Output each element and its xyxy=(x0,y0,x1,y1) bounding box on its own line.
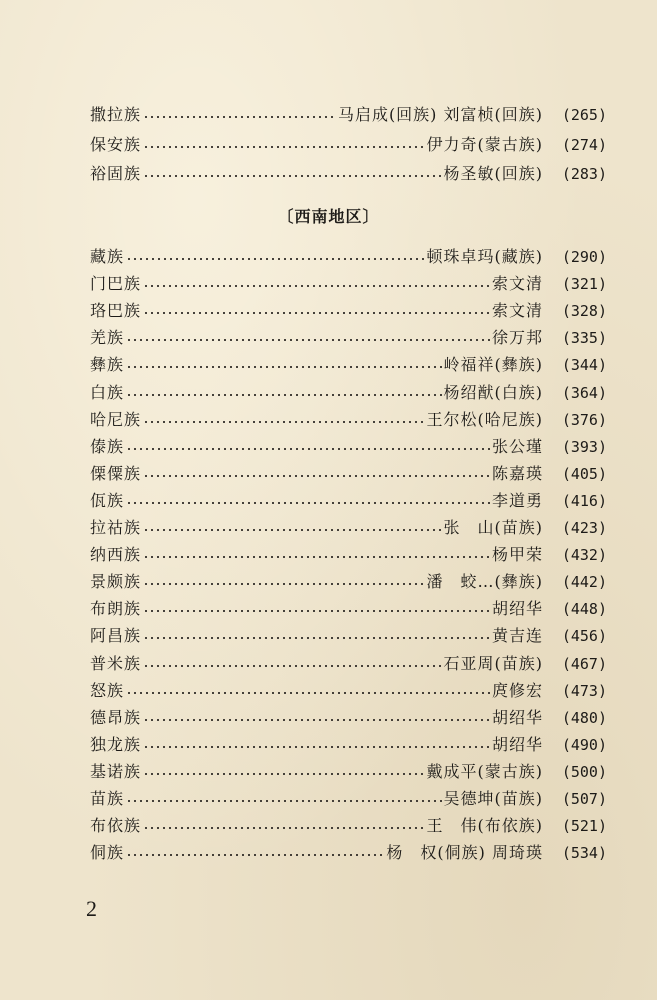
toc-entry xyxy=(90,814,607,838)
page-number: (467) xyxy=(561,655,607,673)
page-number: (405) xyxy=(561,465,607,483)
ethnic-group-name: 苗族 xyxy=(90,789,125,808)
author-name: 杨圣敏(回族) xyxy=(443,164,543,183)
toc-entry xyxy=(90,435,607,459)
dot-leader xyxy=(143,827,424,829)
dot-leader xyxy=(143,475,490,477)
page-number: (521) xyxy=(561,817,607,835)
author-name: 胡绍华 xyxy=(491,708,543,727)
toc-entry xyxy=(90,245,607,269)
ethnic-group-name: 德昂族 xyxy=(90,708,142,727)
ethnic-group-name: 彝族 xyxy=(90,355,125,374)
ethnic-group-name: 阿昌族 xyxy=(90,626,142,645)
dot-leader xyxy=(126,258,424,260)
dot-leader xyxy=(126,502,490,504)
page-number: (290) xyxy=(561,248,607,266)
page-number: (321) xyxy=(561,275,607,293)
page-number: (376) xyxy=(561,411,607,429)
dot-leader xyxy=(143,146,424,148)
author-name: 戴成平(蒙古族) xyxy=(426,762,543,781)
ethnic-group-name: 傣族 xyxy=(90,437,125,456)
page-number: (274) xyxy=(561,136,607,154)
author-name: 杨甲荣 xyxy=(491,545,543,564)
ethnic-group-name: 纳西族 xyxy=(90,545,142,564)
dot-leader xyxy=(143,556,490,558)
author-name: 张 山(苗族) xyxy=(443,518,543,537)
toc-entry xyxy=(90,543,607,567)
page-number: (432) xyxy=(561,546,607,564)
ethnic-group-name: 羌族 xyxy=(90,328,125,347)
ethnic-group-name: 独龙族 xyxy=(90,735,142,754)
ethnic-group-name: 裕固族 xyxy=(90,164,142,183)
page-number: (283) xyxy=(561,165,607,183)
dot-leader xyxy=(126,448,490,450)
ethnic-group-name: 白族 xyxy=(90,383,125,402)
dot-leader xyxy=(143,175,441,177)
dot-leader xyxy=(143,637,490,639)
page-number: (448) xyxy=(561,600,607,618)
dot-leader xyxy=(126,394,441,396)
author-name: 胡绍华 xyxy=(491,735,543,754)
author-name: 索文清 xyxy=(491,301,543,320)
page-number: (344) xyxy=(561,356,607,374)
toc-entry xyxy=(90,353,607,377)
author-name: 杨绍猷(白族) xyxy=(443,383,543,402)
ethnic-group-name: 普米族 xyxy=(90,654,142,673)
ethnic-group-name: 景颇族 xyxy=(90,572,142,591)
page-number: (393) xyxy=(561,438,607,456)
toc-entry xyxy=(90,841,607,865)
toc-entry xyxy=(90,679,607,703)
dot-leader xyxy=(126,339,490,341)
author-name: 庹修宏 xyxy=(491,681,543,700)
toc-entry xyxy=(90,299,607,323)
dot-leader xyxy=(126,854,384,856)
toc-entry xyxy=(90,760,607,784)
toc-entry xyxy=(90,272,607,296)
dot-leader xyxy=(143,285,490,287)
page-number: (534) xyxy=(561,844,607,862)
dot-leader xyxy=(143,610,490,612)
ethnic-group-name: 哈尼族 xyxy=(90,410,142,429)
ethnic-group-name: 佤族 xyxy=(90,491,125,510)
author-name: 岭福祥(彝族) xyxy=(443,355,543,374)
toc-entry xyxy=(90,408,607,432)
dot-leader xyxy=(143,529,441,531)
page-number: (442) xyxy=(561,573,607,591)
page-folio: 2 xyxy=(86,896,97,921)
section-heading-southwest: 〔西南地区〕 xyxy=(277,207,380,226)
dot-leader xyxy=(143,746,490,748)
ethnic-group-name: 保安族 xyxy=(90,135,142,154)
page-number: (416) xyxy=(561,492,607,510)
author-name: 杨 权(侗族) 周琦瑛 xyxy=(386,843,543,862)
ethnic-group-name: 珞巴族 xyxy=(90,301,142,320)
author-name: 徐万邦 xyxy=(491,328,543,347)
page-number: (507) xyxy=(561,790,607,808)
dot-leader xyxy=(126,692,490,694)
page-number: (473) xyxy=(561,682,607,700)
dot-leader xyxy=(143,665,441,667)
page-number: (335) xyxy=(561,329,607,347)
dot-leader xyxy=(143,312,490,314)
ethnic-group-name: 拉祜族 xyxy=(90,518,142,537)
toc-entry xyxy=(90,103,607,127)
author-name: 李道勇 xyxy=(491,491,543,510)
ethnic-group-name: 布依族 xyxy=(90,816,142,835)
dot-leader xyxy=(143,583,424,585)
page-number: (328) xyxy=(561,302,607,320)
ethnic-group-name: 基诺族 xyxy=(90,762,142,781)
author-name: 张公瑾 xyxy=(491,437,543,456)
ethnic-group-name: 侗族 xyxy=(90,843,125,862)
toc-entry xyxy=(90,570,607,594)
toc-entry xyxy=(90,326,607,350)
toc-entry xyxy=(90,516,607,540)
toc-entry xyxy=(90,597,607,621)
page-number: (364) xyxy=(561,384,607,402)
dot-leader xyxy=(143,773,424,775)
author-name: 顿珠卓玛(藏族) xyxy=(426,247,543,266)
toc-entry xyxy=(90,624,607,648)
author-name: 陈嘉瑛 xyxy=(491,464,543,483)
page-number: (423) xyxy=(561,519,607,537)
page-number: (500) xyxy=(561,763,607,781)
toc-entry xyxy=(90,706,607,730)
author-name: 索文清 xyxy=(491,274,543,293)
author-name: 黄吉连 xyxy=(491,626,543,645)
ethnic-group-name: 门巴族 xyxy=(90,274,142,293)
toc-entry xyxy=(90,162,607,186)
author-name: 王尔松(哈尼族) xyxy=(426,410,543,429)
author-name: 胡绍华 xyxy=(491,599,543,618)
author-name: 马启成(回族) 刘富桢(回族) xyxy=(337,105,543,124)
author-name: 石亚周(苗族) xyxy=(443,654,543,673)
toc-entry xyxy=(90,733,607,757)
page-number: (265) xyxy=(561,106,607,124)
author-name: 潘 蛟…(彝族) xyxy=(426,572,543,591)
ethnic-group-name: 撒拉族 xyxy=(90,105,142,124)
dot-leader xyxy=(143,421,424,423)
toc-entry xyxy=(90,489,607,513)
ethnic-group-name: 布朗族 xyxy=(90,599,142,618)
dot-leader xyxy=(143,719,490,721)
toc-entry xyxy=(90,462,607,486)
dot-leader xyxy=(143,116,336,118)
page-number: (456) xyxy=(561,627,607,645)
author-name: 伊力奇(蒙古族) xyxy=(426,135,543,154)
ethnic-group-name: 怒族 xyxy=(90,681,125,700)
ethnic-group-name: 藏族 xyxy=(90,247,125,266)
author-name: 吴德坤(苗族) xyxy=(443,789,543,808)
dot-leader xyxy=(126,800,441,802)
ethnic-group-name: 傈僳族 xyxy=(90,464,142,483)
author-name: 王 伟(布依族) xyxy=(426,816,543,835)
dot-leader xyxy=(126,366,441,368)
page-number: (480) xyxy=(561,709,607,727)
toc-entry xyxy=(90,133,607,157)
toc-entry xyxy=(90,787,607,811)
toc-entry xyxy=(90,652,607,676)
page-number: (490) xyxy=(561,736,607,754)
toc-entry xyxy=(90,381,607,405)
